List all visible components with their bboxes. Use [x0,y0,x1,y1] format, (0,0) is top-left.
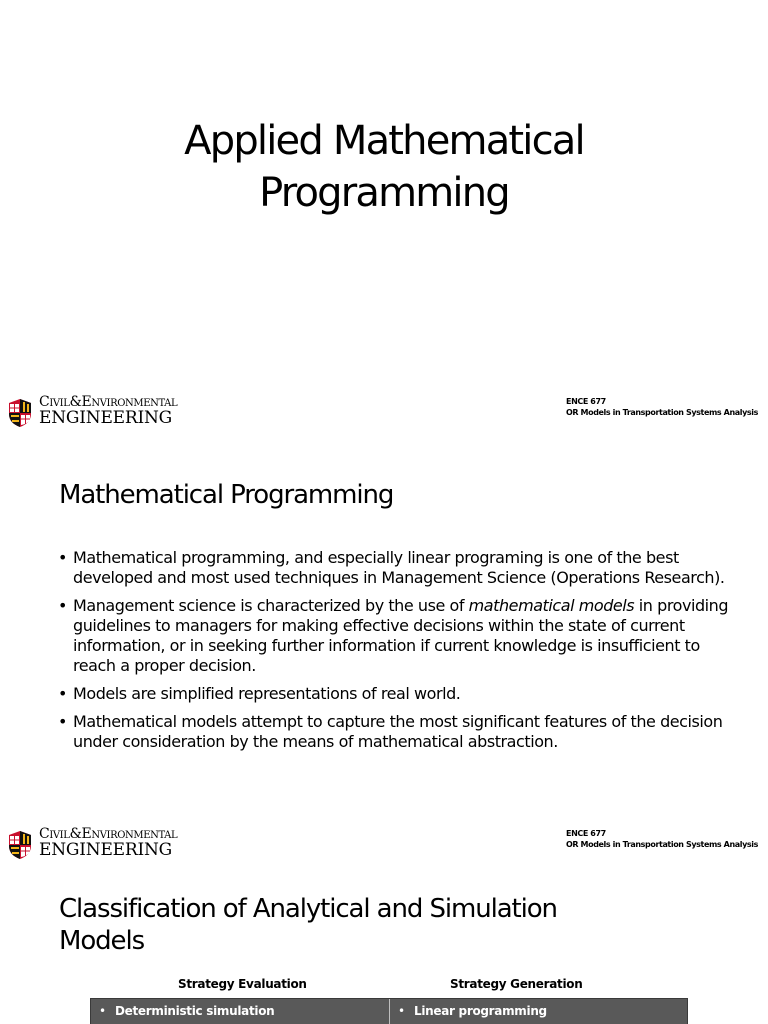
classification-slide [0,802,768,1024]
course-name: OR Models in Transportation Systems Analysis [566,840,758,849]
title-slide [0,0,768,370]
bullet-item: • Management science is characterized by the use of mathematical models in providing guidelines to managers for making effective decisions within the state of current information, or in seeking further information if current knowledge is insufficient to reach a proper decision. [58,596,738,676]
course-code: ENCE 677 [566,829,606,838]
column-header-strategy-generation: Strategy Generation [450,977,583,991]
maryland-shield-icon [7,398,33,428]
classification-table [90,998,688,1024]
logo-text-line-2: ENGINEERING [39,840,173,860]
course-label [566,828,758,850]
department-logo [7,826,177,868]
bullet-item: • Mathematical programming, and especially linear programing is one of the best developed and most used techniques in Management Science (Operations Research). [58,548,738,588]
slide-heading [59,893,699,957]
logo-text-line-2: ENGINEERING [39,408,173,428]
bullet-item: • Mathematical models attempt to capture the most significant features of the decision under consideration by the means of mathematical abstraction. [58,712,738,752]
strategy-generation-cell [389,999,687,1024]
department-logo [7,394,177,436]
title-line-2: Programming [259,170,509,216]
emphasis-text: mathematical models [468,596,635,615]
course-name: OR Models in Transportation Systems Analysis [566,408,758,417]
course-label [566,396,758,418]
list-item: • Linear programming [398,1003,687,1019]
maryland-shield-icon [7,830,33,860]
course-code: ENCE 677 [566,397,606,406]
logo-text-line-1: CIVIL&ENVIRONMENTAL [39,394,178,410]
column-header-strategy-evaluation: Strategy Evaluation [178,977,307,991]
slide-header [0,810,768,872]
list-item: • Deterministic simulation [99,1003,389,1019]
bullet-list [58,548,738,760]
strategy-evaluation-cell [91,999,389,1024]
slide-heading: Mathematical Programming [59,480,394,510]
mathematical-programming-slide [0,370,768,802]
heading-line-1: Classification of Analytical and Simulation [59,894,557,924]
logo-text-line-1: CIVIL&ENVIRONMENTAL [39,826,178,842]
title-line-1: Applied Mathematical [184,118,584,164]
heading-line-2: Models [59,926,145,956]
bullet-item: • Models are simplified representations of real world. [58,684,738,704]
slide-title [0,115,768,219]
slide-header [0,378,768,440]
